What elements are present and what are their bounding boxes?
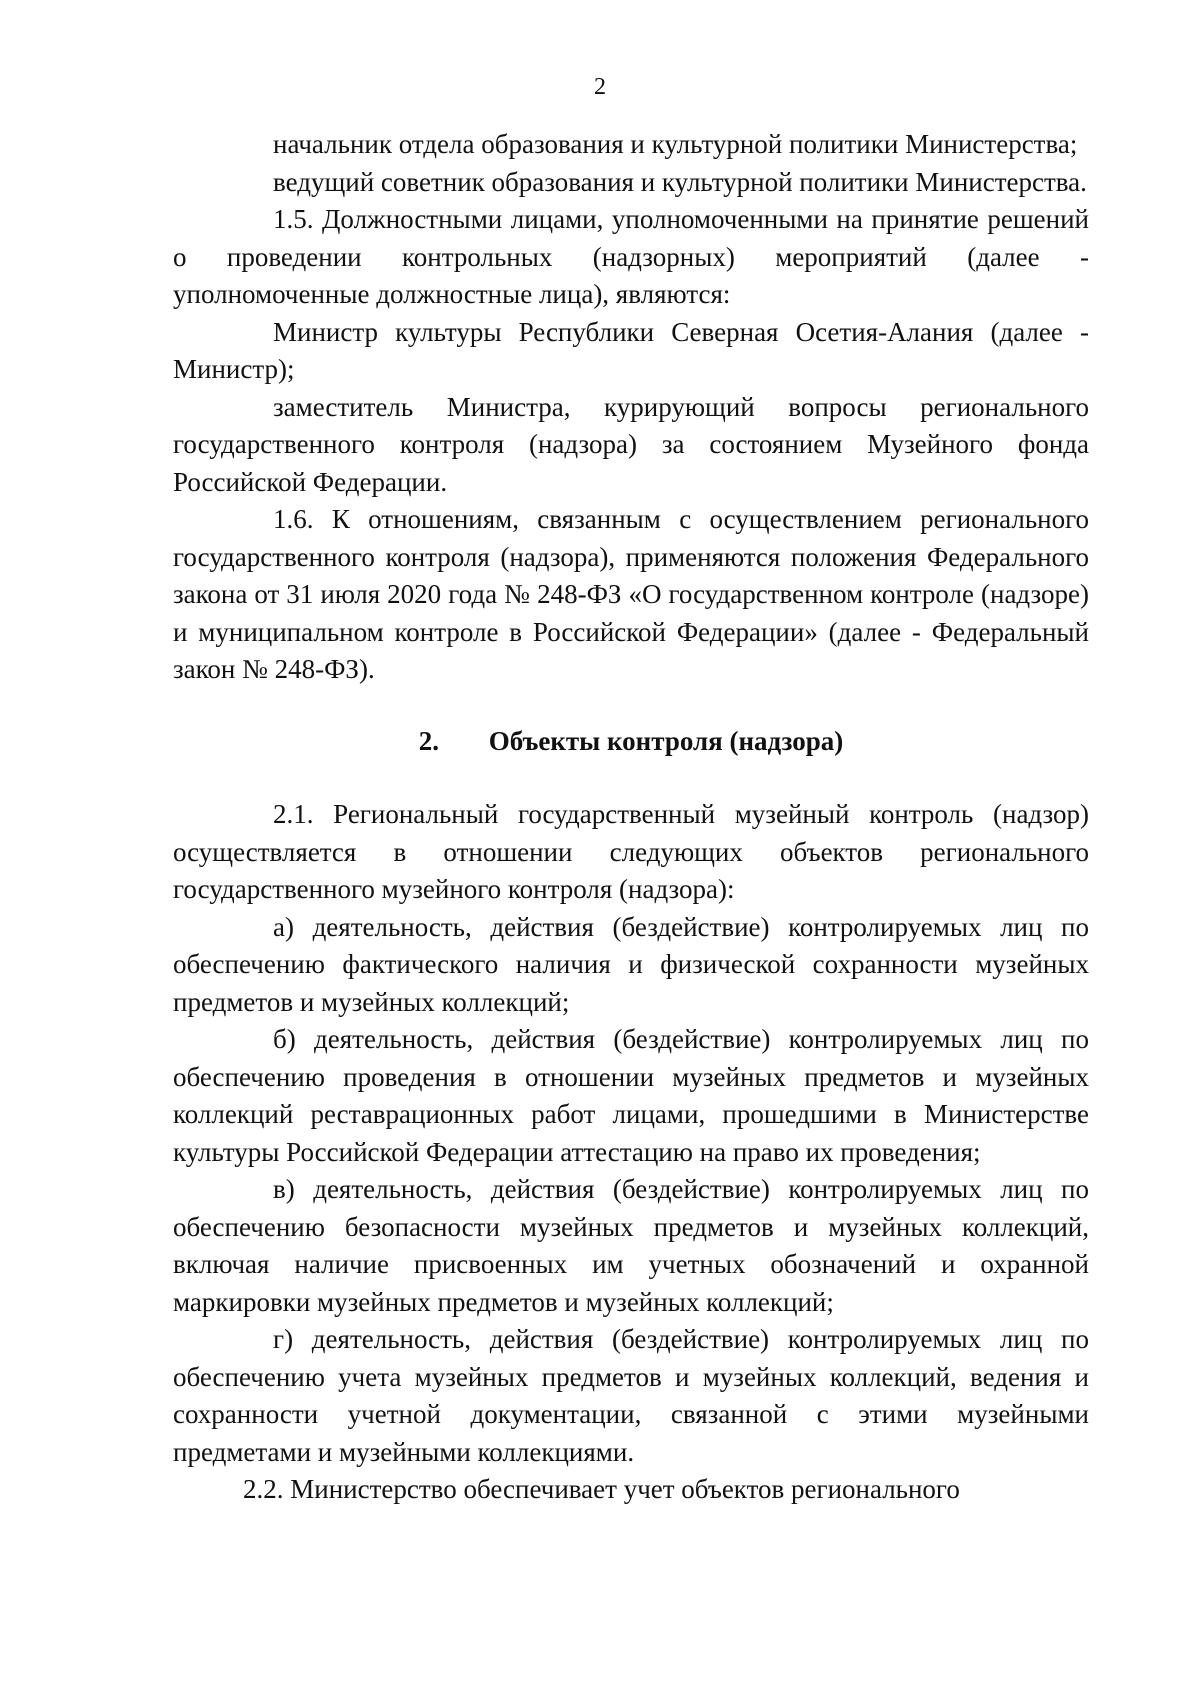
- paragraph: б) деятельность, действия (бездействие) контролируемых лиц по обеспечению проведения в отношении музейных предметов и музейных коллекций реставрационных работ лицами, прошедшими в Министерстве культуры Российской Федерации аттестацию на право их проведения;: [173, 1024, 1089, 1167]
- paragraph: г) деятельность, действия (бездействие) контролируемых лиц по обеспечению учета музейных предметов и музейных коллекций, ведения и сохранности учетной документации, связанной с этими музейными предметами и музейными коллекциями.: [173, 1324, 1089, 1467]
- section-heading: [173, 723, 1089, 761]
- paragraph: ведущий советник образования и культурной политики Министерства.: [273, 166, 1087, 197]
- paragraph: 2.2. Министерство обеспечивает учет объектов регионального: [243, 1474, 960, 1504]
- paragraph: 2.1. Региональный государственный музейный контроль (надзор) осуществляется в отношении следующих объектов регионального государственного музейного контроля (надзора):: [173, 799, 1089, 904]
- section-title: Объекты контроля (надзора): [488, 725, 844, 756]
- paragraph: Министр культуры Республики Северная Осетия-Алания (далее - Министр);: [173, 316, 1089, 384]
- paragraph: а) деятельность, действия (бездействие) контролируемых лиц по обеспечению фактического наличия и физической сохранности музейных предметов и музейных коллекций;: [173, 911, 1089, 1017]
- paragraph: начальник отдела образования и культурной политики Министерства;: [273, 129, 1078, 159]
- paragraph: заместитель Министра, курирующий вопросы регионального государственного контроля (надзора) за состоянием Музейного фонда Российской Федерации.: [173, 391, 1089, 497]
- paragraph: в) деятельность, действия (бездействие) контролируемых лиц по обеспечению безопасности музейных предметов и музейных коллекций, включая наличие присвоенных им учетных обозначений и охранной маркировки музейных предметов и музейных коллекций;: [173, 1174, 1089, 1317]
- paragraph: 1.6. К отношениям, связанным с осуществлением регионального государственного контроля (надзора), применяются положения Федерального закона от 31 июля 2020 года № 248-ФЗ «О государственном контроле (надзоре) и муниципальном контроле в Российской Федерации» (далее - Федеральный закон № 248-ФЗ).: [173, 504, 1089, 684]
- page-number: 2: [594, 74, 606, 100]
- document-body: [173, 126, 1089, 1509]
- paragraph: 1.5. Должностными лицами, уполномоченными на принятие решений о проведении контрольных (надзорных) мероприятий (далее - уполномоченные должностные лица), являются:: [173, 204, 1089, 309]
- section-number: 2.: [418, 725, 440, 756]
